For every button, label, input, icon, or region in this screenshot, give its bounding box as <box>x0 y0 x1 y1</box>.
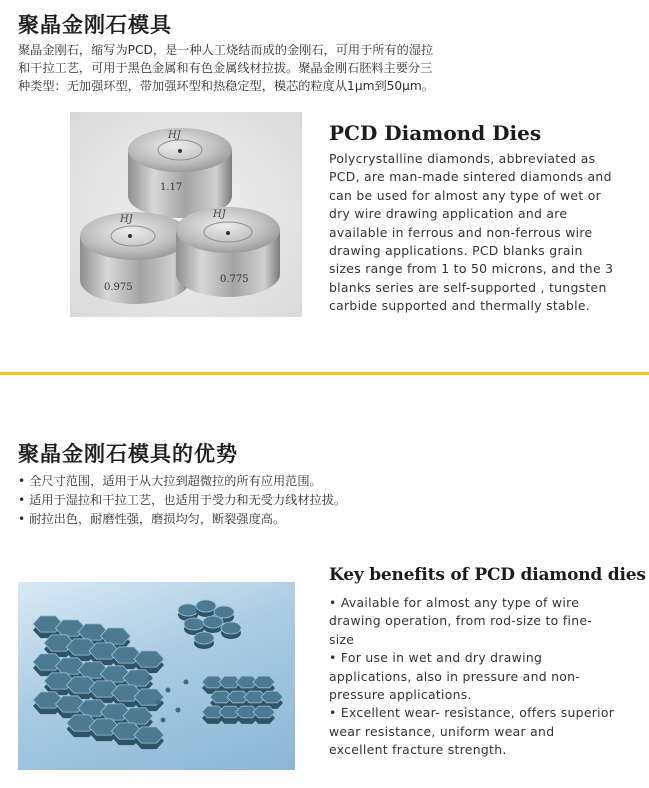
en-title-pcd-dies: PCD Diamond Dies <box>329 121 542 145</box>
cn-description-line: 聚晶金刚石，缩写为PCD，是一种人工烧结而成的金刚石，可用于所有的湿拉 <box>18 43 434 57</box>
list-item: • 适用于湿拉和干拉工艺，也适用于受力和无受力线材拉拔。 <box>18 491 538 510</box>
section-divider <box>0 372 649 375</box>
hex-blank <box>219 706 241 724</box>
hex-blank <box>236 706 258 724</box>
en-description-line: can be used for almost any type of wet or <box>329 187 602 203</box>
pcd-dies-illustration <box>70 112 302 317</box>
cn-description-line: 和干拉工艺，可用于黑色金属和有色金属线材拉拔。聚晶金刚石胚料主要分三 <box>18 61 433 75</box>
die-logo: HJ <box>213 209 226 220</box>
round-blank <box>203 616 223 633</box>
en-description-line: PCD, are man-made sintered diamonds and <box>329 169 612 185</box>
en-benefits-line: pressure applications. <box>329 687 472 703</box>
en-description-line: dry wire drawing application and are <box>329 206 568 222</box>
pcd-blanks-photo <box>18 582 295 770</box>
hex-blank <box>253 706 275 724</box>
pellet <box>161 718 166 723</box>
die-back <box>128 128 232 218</box>
cn-title-pcd-dies: 聚晶金刚石模具 <box>18 13 172 37</box>
pellet <box>184 680 189 685</box>
en-description-line: blanks series are self-supported , tungsten <box>329 279 607 295</box>
en-title-key-benefits: Key benefits of PCD diamond dies <box>329 565 646 585</box>
pellet <box>148 676 153 681</box>
en-benefits-line: size <box>329 631 355 647</box>
round-blank <box>194 632 214 649</box>
cn-advantages-list <box>18 472 538 529</box>
en-description-line: sizes range from 1 to 50 microns, and the 3 <box>329 261 614 277</box>
en-benefits <box>329 594 632 760</box>
list-item: • 耐拉出色，耐磨性强，磨损均匀，断裂强度高。 <box>18 510 538 529</box>
en-benefits-line: • For use in wet and dry drawing <box>329 650 543 666</box>
en-benefits-line: excellent fracture strength. <box>329 742 507 758</box>
en-benefits-line: drawing operation, from rod-size to fine- <box>329 613 593 629</box>
die-right <box>176 207 280 297</box>
pellet <box>156 700 161 705</box>
die-logo: HJ <box>168 130 181 141</box>
en-description-line: Polycrystalline diamonds, abbreviated as <box>329 151 596 166</box>
die-left <box>80 212 190 304</box>
die-size-label: 0.975 <box>104 282 133 293</box>
en-description-line: drawing applications. PCD blanks grain <box>329 243 583 259</box>
die-size-label: 1.17 <box>160 182 183 193</box>
cn-description <box>18 41 518 95</box>
hex-blank <box>134 727 164 749</box>
en-benefits-line: applications, also in pressure and non- <box>329 668 581 684</box>
en-description <box>329 150 632 316</box>
die-size-label: 0.775 <box>220 274 249 285</box>
pellet <box>166 688 171 693</box>
round-blank <box>196 600 216 617</box>
en-description-line: available in ferrous and non-ferrous wire <box>329 224 593 240</box>
hex-blank <box>202 706 224 724</box>
en-benefits-line: wear resistance, uniform wear and <box>329 723 555 739</box>
list-item: • 全尺寸范围，适用于从大拉到超微拉的所有应用范围。 <box>18 472 538 491</box>
en-description-line: carbide supported and thermally stable. <box>329 298 590 314</box>
die-logo: HJ <box>120 214 133 225</box>
en-benefits-line: • Excellent wear- resistance, offers superior <box>329 705 615 721</box>
cn-title-advantages: 聚晶金刚石模具的优势 <box>18 442 238 466</box>
round-blank <box>221 622 241 639</box>
pcd-blanks-illustration <box>18 582 295 770</box>
pcd-dies-photo <box>70 112 302 317</box>
en-benefits-line: • Available for almost any type of wire <box>329 595 580 610</box>
pellet <box>176 708 181 713</box>
cn-description-line: 种类型：无加强环型，带加强环型和热稳定型，模芯的粒度从1μm到50μm。 <box>18 79 434 93</box>
